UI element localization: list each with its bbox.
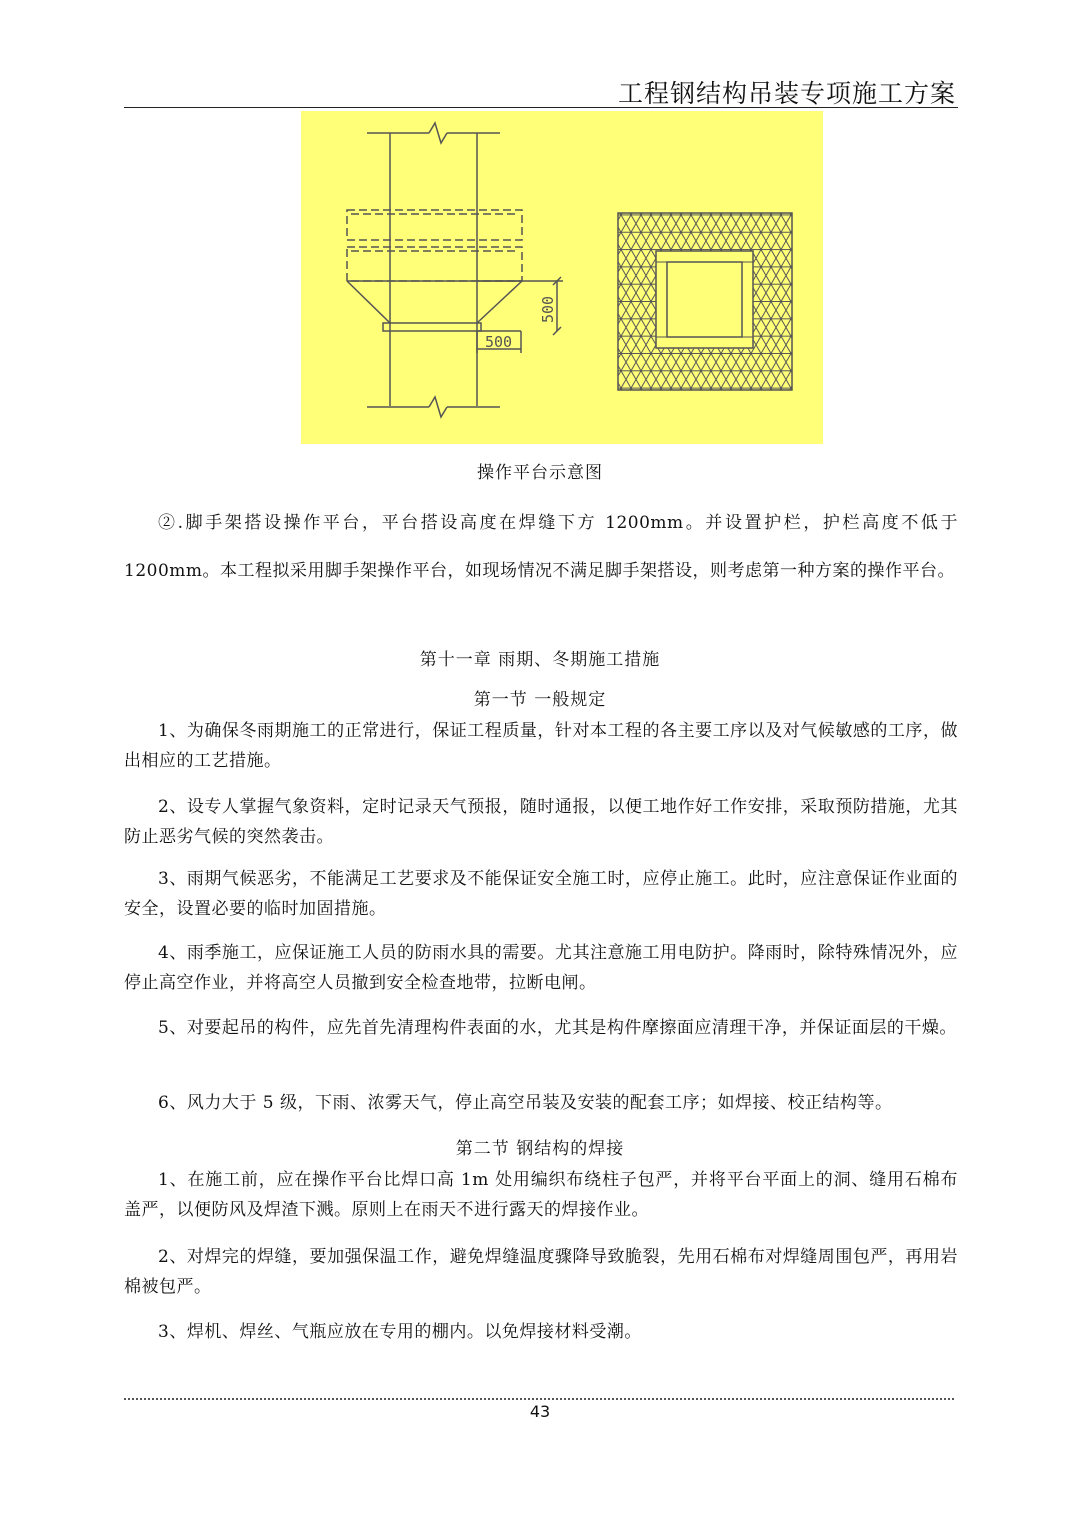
circled-number-marker: ② bbox=[158, 513, 178, 533]
platform-diagram bbox=[301, 111, 823, 444]
welding-item: 3、焊机、焊丝、气瓶应放在专用的棚内。以免焊接材料受潮。 bbox=[158, 1322, 642, 1342]
intro-paragraph bbox=[124, 499, 958, 595]
section-title-welding: 第二节 钢结构的焊接 bbox=[455, 1139, 625, 1159]
welding-item: 2、对焊完的焊缝，要加强保温工作，避免焊缝温度骤降导致脆裂，先用石棉布对焊缝周围包严，再用岩棉被包严。 bbox=[124, 1247, 958, 1297]
general-rule-item: 1、为确保冬雨期施工的正常进行，保证工程质量，针对本工程的各主要工序以及对气候敏感的工序，做出相应的工艺措施。 bbox=[124, 721, 958, 771]
general-rule-item: 6、风力大于 5 级，下雨、浓雾天气，停止高空吊装及安装的配套工序；如焊接、校正结构等。 bbox=[158, 1093, 893, 1113]
platform-diagram-svg bbox=[301, 111, 823, 444]
general-rule-item: 3、雨期气候恶劣，不能满足工艺要求及不能保证安全施工时，应停止施工。此时，应注意保证作业面的安全，设置必要的临时加固措施。 bbox=[124, 869, 958, 919]
intro-text: .脚手架搭设操作平台，平台搭设高度在焊缝下方 1200mm。并设置护栏，护栏高度不低于 1200mm。本工程拟采用脚手架操作平台，如现场情况不满足脚手架搭设，则考虑第一种方案的操作平台。 bbox=[124, 513, 959, 581]
platform-plan bbox=[618, 213, 792, 390]
column-elevation bbox=[347, 123, 563, 417]
header-title: 工程钢结构吊装专项施工方案 bbox=[617, 79, 956, 108]
dimension-horizontal-label: 500 bbox=[485, 333, 513, 351]
general-rule-item: 2、设专人掌握气象资料，定时记录天气预报，随时通报，以便工地作好工作安排，采取预防措施，尤其防止恶劣气候的突然袭击。 bbox=[124, 797, 958, 847]
general-rule-item: 4、雨季施工，应保证施工人员的防雨水具的需要。尤其注意施工用电防护。降雨时，除特殊情况外，应停止高空作业，并将高空人员撤到安全检查地带，拉断电闸。 bbox=[124, 943, 958, 993]
figure-caption: 操作平台示意图 bbox=[477, 463, 603, 483]
chapter-title: 第十一章 雨期、冬期施工措施 bbox=[419, 650, 661, 670]
footer-rule bbox=[124, 1398, 954, 1400]
header-rule bbox=[124, 107, 958, 108]
welding-item: 1、在施工前，应在操作平台比焊口高 1m 处用编织布绕柱子包严，并将平台平面上的洞、缝用石棉布盖严，以便防风及焊渣下溅。原则上在雨天不进行露天的焊接作业。 bbox=[124, 1170, 958, 1220]
section-title-general: 第一节 一般规定 bbox=[473, 690, 607, 710]
dimension-vertical-label: 500 bbox=[539, 295, 557, 323]
general-rule-item: 5、对要起吊的构件，应先首先清理构件表面的水，尤其是构件摩擦面应清理干净，并保证面层的干燥。 bbox=[158, 1018, 957, 1038]
page-number: 43 bbox=[529, 1402, 551, 1421]
